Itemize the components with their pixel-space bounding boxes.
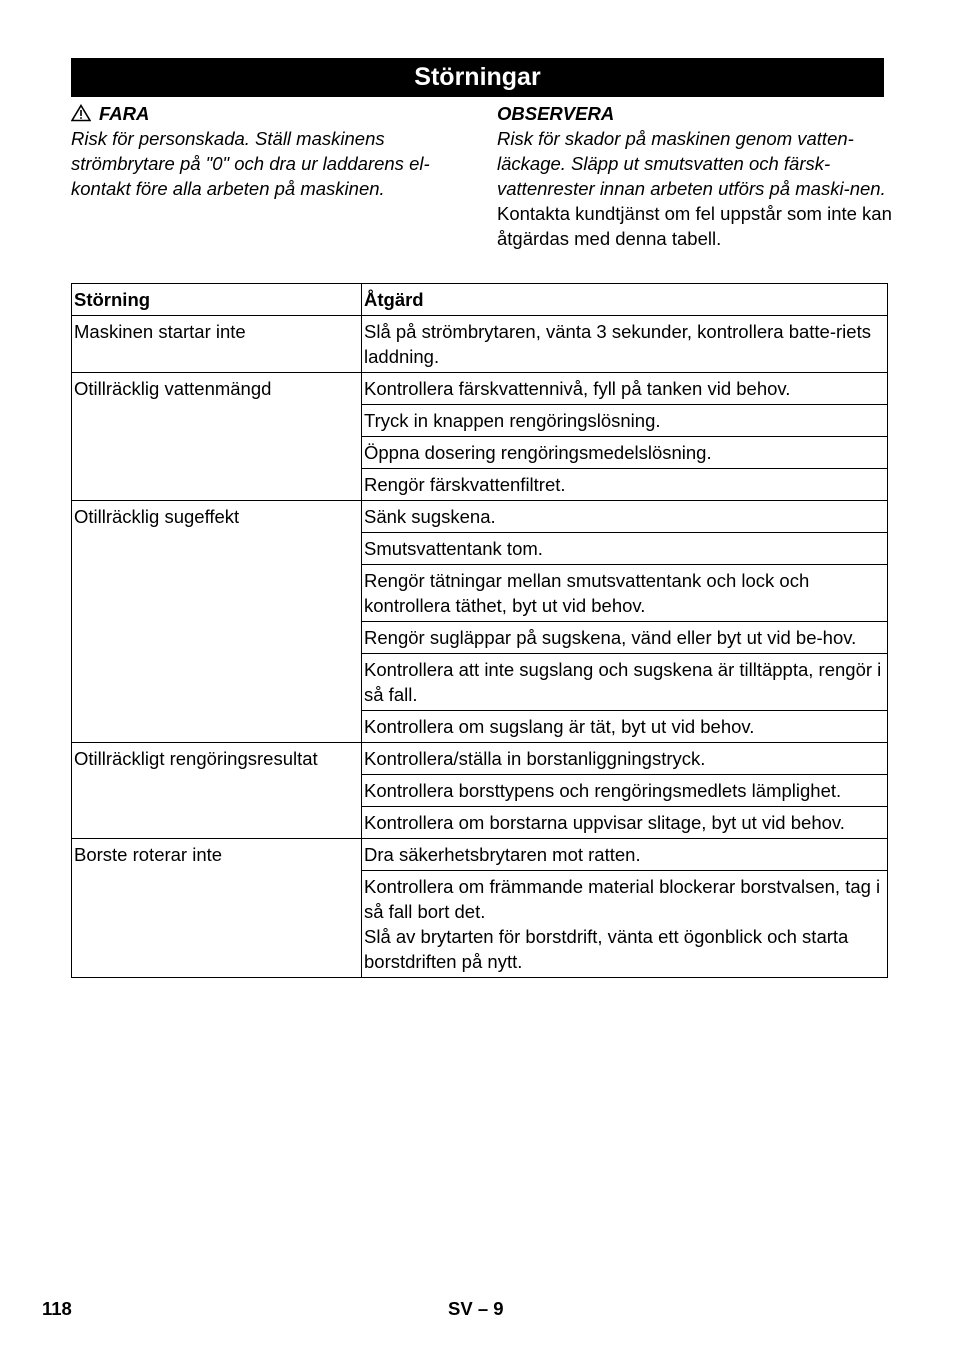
remedy-cell: Rengör tätningar mellan smutsvattentank och lock och kontrollera täthet, byt ut vid behov. (362, 565, 888, 622)
header-fault: Störning (72, 284, 362, 316)
remedy-cell: Sänk sugskena. (362, 501, 888, 533)
observe-label: OBSERVERA (497, 103, 615, 124)
remedy-cell: Kontrollera om borstarna uppvisar slitage, byt ut vid behov. (362, 807, 888, 839)
remedy-cell: Dra säkerhetsbrytaren mot ratten. (362, 839, 888, 871)
fault-cell: Otillräcklig sugeffekt (72, 501, 362, 743)
table-row (72, 501, 888, 533)
remedy-cell: Kontrollera om sugslang är tät, byt ut vid behov. (362, 711, 888, 743)
danger-notice (71, 101, 471, 201)
remedy-cell: Rengör sugläppar på sugskena, vänd eller byt ut vid be-hov. (362, 622, 888, 654)
contact-note: Kontakta kundtjänst om fel uppstår som inte kan åtgärdas med denna tabell. (497, 203, 892, 249)
observe-text: Risk för skador på maskinen genom vatten-läckage. Släpp ut smutsvatten och färsk-vattenrester innan arbeten utförs på maski-nen. (497, 128, 886, 199)
remedy-cell: Tryck in knappen rengöringslösning. (362, 405, 888, 437)
table-row (72, 373, 888, 405)
page-title: Störningar (71, 58, 884, 97)
table-header-row (72, 284, 888, 316)
danger-text: Risk för personskada. Ställ maskinens strömbrytare på "0" och dra ur laddarens el-kontakt före alla arbeten på maskinen. (71, 128, 430, 199)
remedy-cell: Slå på strömbrytaren, vänta 3 sekunder, kontrollera batte-riets laddning. (362, 316, 888, 373)
remedy-cell (362, 871, 888, 978)
fault-cell: Borste roterar inte (72, 839, 362, 978)
table-row (72, 839, 888, 871)
fault-cell: Otillräcklig vattenmängd (72, 373, 362, 501)
remedy-cell: Öppna dosering rengöringsmedelslösning. (362, 437, 888, 469)
table-row (72, 743, 888, 775)
remedy-line: Slå av brytarten för borstdrift, vänta ett ögonblick och starta borstdriften på nytt. (364, 926, 849, 972)
remedy-line: Kontrollera om främmande material blockerar borstvalsen, tag i så fall bort det. (364, 876, 881, 922)
remedy-cell: Smutsvattentank tom. (362, 533, 888, 565)
remedy-cell: Kontrollera färskvattennivå, fyll på tanken vid behov. (362, 373, 888, 405)
fault-cell: Otillräckligt rengöringsresultat (72, 743, 362, 839)
remedy-cell: Kontrollera/ställa in borstanliggningstryck. (362, 743, 888, 775)
warning-triangle-icon (71, 104, 91, 122)
observe-notice (497, 101, 892, 251)
danger-heading (71, 101, 471, 126)
header-remedy: Åtgärd (362, 284, 888, 316)
table-row (72, 316, 888, 373)
section-label: SV – 9 (448, 1298, 504, 1319)
remedy-cell: Kontrollera borsttypens och rengöringsmedlets lämplighet. (362, 775, 888, 807)
remedy-cell: Kontrollera att inte sugslang och sugskena är tilltäppta, rengör i så fall. (362, 654, 888, 711)
danger-label: FARA (99, 103, 150, 124)
page-number: 118 (42, 1298, 72, 1319)
troubleshooting-table (71, 283, 888, 978)
fault-cell: Maskinen startar inte (72, 316, 362, 373)
remedy-cell: Rengör färskvattenfiltret. (362, 469, 888, 501)
